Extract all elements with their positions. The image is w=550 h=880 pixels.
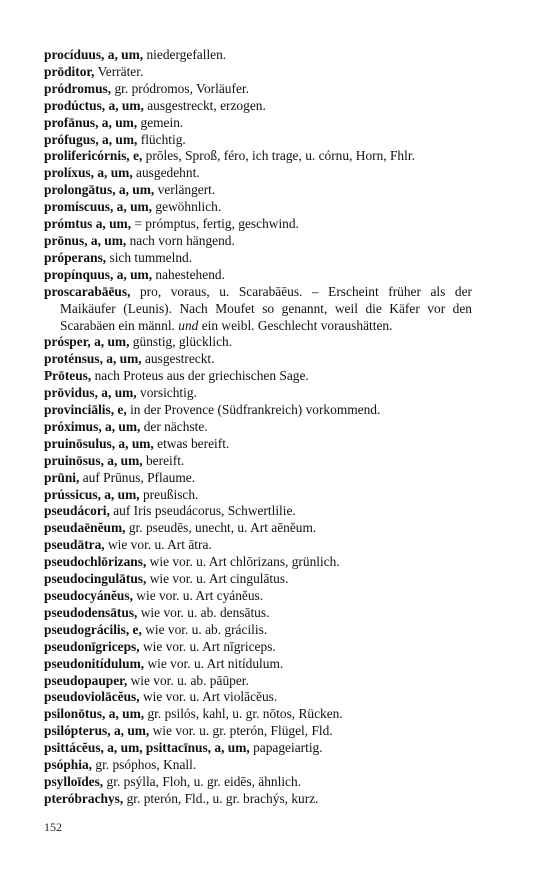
dictionary-entry xyxy=(44,402,472,419)
entry-headword: pseudaēnĕum, xyxy=(44,520,126,536)
dictionary-entry xyxy=(44,622,472,639)
dictionary-entry xyxy=(44,132,472,149)
dictionary-entry xyxy=(44,453,472,470)
entry-definition-part: ein weibl. Geschlecht voraushätten. xyxy=(201,317,393,333)
entry-headword: próperans, xyxy=(44,249,107,265)
dictionary-entry xyxy=(44,233,472,250)
entry-definition: = prómptus, fertig, geschwind. xyxy=(134,216,299,232)
entry-definition-emphasis: und xyxy=(178,317,199,333)
dictionary-entry xyxy=(44,419,472,436)
entry-headword: pseudácori, xyxy=(44,503,110,519)
dictionary-entry xyxy=(44,503,472,520)
entry-definition: wie vor. u. Art nitídulum. xyxy=(147,655,284,671)
entry-headword: pseudoviolācĕus, xyxy=(44,689,140,705)
entry-definition: auf Prūnus, Pflaume. xyxy=(82,469,196,485)
dictionary-entry xyxy=(44,385,472,402)
entry-definition: verlängert. xyxy=(157,182,216,198)
entry-definition: prōles, Sproß, féro, ich trage, u. córnu, Horn, Fhlr. xyxy=(145,148,415,164)
entry-headword: psóphia, xyxy=(44,757,93,773)
dictionary-entry xyxy=(44,774,472,791)
entry-headword: prōnus, a, um, xyxy=(44,232,127,248)
entry-definition: vorsichtig. xyxy=(140,385,197,401)
dictionary-entry xyxy=(44,487,472,504)
entry-headword: pseudonitídulum, xyxy=(44,655,145,671)
entry-headword: provinciālis, e, xyxy=(44,402,127,418)
entry-headword: pseudodensātus, xyxy=(44,604,138,620)
dictionary-entry xyxy=(44,115,472,132)
entry-headword: propínquus, a, um, xyxy=(44,266,153,282)
entry-definition: gr. pterón, Fld., u. gr. brachýs, kurz. xyxy=(126,790,319,806)
entry-definition: günstig, glücklich. xyxy=(132,334,233,350)
entry-headword: pseudocingulātus, xyxy=(44,571,147,587)
dictionary-entry xyxy=(44,148,472,165)
entry-headword: pteróbrachys, xyxy=(44,790,124,806)
entry-headword: prodúctus, a, um, xyxy=(44,97,144,113)
entry-definition: wie vor. u. gr. pterón, Flügel, Fld. xyxy=(152,723,333,739)
entry-headword: prófugus, a, um, xyxy=(44,131,138,147)
entry-definition: nahestehend. xyxy=(155,266,225,282)
entry-headword: próximus, a, um, xyxy=(44,418,141,434)
entry-list xyxy=(44,47,472,808)
dictionary-entry xyxy=(44,740,472,757)
entry-definition: ausgedehnt. xyxy=(136,165,200,181)
entry-headword: prolifericórnis, e, xyxy=(44,148,143,164)
entry-headword: prósper, a, um, xyxy=(44,334,130,350)
entry-headword: pseudográcilis, e, xyxy=(44,621,142,637)
dictionary-entry xyxy=(44,757,472,774)
entry-definition: wie vor. u. Art cingulātus. xyxy=(149,571,289,587)
dictionary-entry xyxy=(44,706,472,723)
dictionary-entry xyxy=(44,436,472,453)
entry-definition: der nächste. xyxy=(143,418,208,434)
dictionary-entry xyxy=(44,656,472,673)
entry-headword: pruinōsus, a, um, xyxy=(44,452,143,468)
dictionary-entry xyxy=(44,250,472,267)
entry-definition: wie vor. u. ab. pāūper. xyxy=(130,672,249,688)
entry-definition: preußisch. xyxy=(142,486,199,502)
dictionary-entry xyxy=(44,47,472,64)
entry-headword: pseudocyánĕus, xyxy=(44,588,133,603)
dictionary-entry xyxy=(44,81,472,98)
entry-headword: prūni, xyxy=(44,469,80,485)
entry-headword: proténsus, a, um, xyxy=(44,351,142,367)
dictionary-entry xyxy=(44,470,472,487)
entry-headword: prōvidus, a, um, xyxy=(44,385,137,401)
dictionary-page xyxy=(44,47,472,808)
entry-headword: pruinōsulus, a, um, xyxy=(44,435,154,451)
dictionary-entry xyxy=(44,673,472,690)
dictionary-entry xyxy=(44,368,472,385)
entry-definition: ausgestreckt. xyxy=(144,351,215,367)
entry-definition: nach Proteus aus der griechischen Sage. xyxy=(94,368,309,384)
entry-definition: wie vor. u. Art ātra. xyxy=(108,537,212,553)
entry-headword: psilonōtus, a, um, xyxy=(44,706,145,722)
entry-definition: wie vor. u. Art violācĕus. xyxy=(142,689,278,705)
entry-definition: wie vor. u. Art chlōrizans, grünlich. xyxy=(149,554,340,570)
entry-headword: psilópterus, a, um, xyxy=(44,723,150,739)
entry-headword: pseudopauper, xyxy=(44,672,128,688)
entry-headword: pseudochlōrizans, xyxy=(44,554,147,570)
entry-definition: gr. pródromos, Vorläufer. xyxy=(114,80,249,96)
entry-definition: gr. pseudēs, unecht, u. Art aēnĕum. xyxy=(128,520,317,536)
dictionary-entry xyxy=(44,165,472,182)
dictionary-entry xyxy=(44,571,472,588)
dictionary-entry xyxy=(44,723,472,740)
entry-headword: pseudātra, xyxy=(44,537,105,553)
entry-definition: sich tummelnd. xyxy=(109,249,193,265)
entry-headword: prolíxus, a, um, xyxy=(44,165,133,181)
entry-headword: Prōteus, xyxy=(44,368,92,384)
entry-headword: promíscuus, a, um, xyxy=(44,199,153,215)
entry-headword: prōditor, xyxy=(44,63,95,79)
entry-headword: profānus, a, um, xyxy=(44,114,138,130)
entry-definition: gr. psilós, kahl, u. gr. nōtos, Rücken. xyxy=(147,706,343,722)
entry-definition: wie vor. u. ab. grácilis. xyxy=(145,621,268,637)
entry-headword: pseudonīgriceps, xyxy=(44,638,140,654)
entry-definition-part: pro, voraus, u. Scarabāēus. – Erscheint früher als der Maikäufer (Leunis). Nach Moufet so genannt, weil die Käfer vor den Scarabäen ein männl. xyxy=(60,283,472,333)
dictionary-entry xyxy=(44,537,472,554)
entry-definition: gewöhnlich. xyxy=(155,199,222,215)
dictionary-entry xyxy=(44,216,472,233)
entry-headword: pródromus, xyxy=(44,80,112,96)
entry-definition: auf Iris pseudácorus, Schwertlilie. xyxy=(113,503,296,519)
dictionary-entry xyxy=(44,588,472,605)
entry-definition: gr. psýlla, Floh, u. gr. eidēs, ähnlich. xyxy=(106,773,302,789)
dictionary-entry xyxy=(44,284,472,335)
entry-definition: gemein. xyxy=(140,114,184,130)
entry-definition: Verräter. xyxy=(97,63,144,79)
page-number: 152 xyxy=(44,820,62,834)
entry-definition: wie vor. u. ab. densātus. xyxy=(140,604,270,620)
dictionary-entry xyxy=(44,639,472,656)
dictionary-entry xyxy=(44,267,472,284)
entry-definition: ausgestreckt, erzogen. xyxy=(147,97,266,113)
entry-headword: prússicus, a, um, xyxy=(44,486,140,502)
dictionary-entry xyxy=(44,605,472,622)
entry-definition: gr. psóphos, Knall. xyxy=(95,757,197,773)
dictionary-entry xyxy=(44,689,472,706)
dictionary-entry xyxy=(44,351,472,368)
entry-definition: niedergefallen. xyxy=(146,47,227,62)
entry-definition: flüchtig. xyxy=(140,131,186,147)
dictionary-entry xyxy=(44,199,472,216)
entry-headword: prómtus a, um, xyxy=(44,216,132,232)
dictionary-entry xyxy=(44,182,472,199)
dictionary-entry xyxy=(44,520,472,537)
entry-headword: procíduus, a, um, xyxy=(44,47,144,62)
dictionary-entry xyxy=(44,791,472,808)
dictionary-entry xyxy=(44,64,472,81)
entry-headword: proscarabāēus, xyxy=(44,283,131,299)
dictionary-entry xyxy=(44,334,472,351)
entry-headword: prolongātus, a, um, xyxy=(44,182,155,198)
entry-definition: bereift. xyxy=(145,452,185,468)
entry-headword: psittácĕus, a, um, psittacīnus, a, um, xyxy=(44,740,250,756)
entry-definition: in der Provence (Südfrankreich) vorkommend. xyxy=(130,402,381,418)
entry-definition: papageiartig. xyxy=(253,740,323,756)
entry-definition: wie vor. u. Art nīgriceps. xyxy=(142,638,276,654)
entry-definition: nach vorn hängend. xyxy=(129,232,235,248)
entry-definition: etwas bereift. xyxy=(157,435,230,451)
entry-headword: psylloīdes, xyxy=(44,773,104,789)
entry-definition: wie vor. u. Art cyánĕus. xyxy=(136,588,264,603)
dictionary-entry xyxy=(44,98,472,115)
dictionary-entry xyxy=(44,554,472,571)
